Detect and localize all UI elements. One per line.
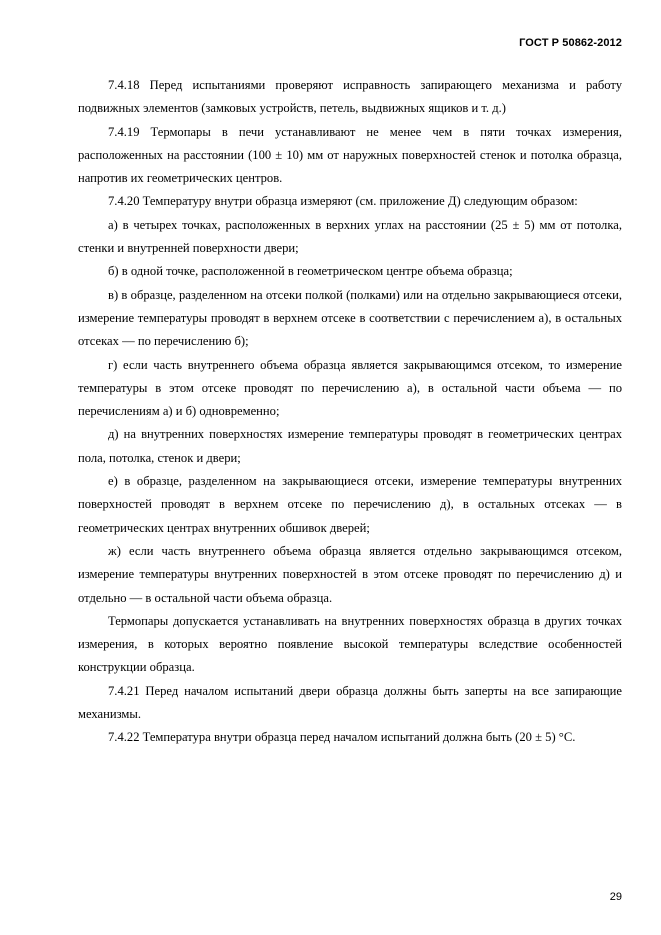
document-body (78, 74, 622, 750)
paragraph-7-4-18: 7.4.18 Перед испытаниями проверяют исправность запирающего механизма и работу подвижных элементов (замковых устройств, петель, выдвижных ящиков и т. д.) (78, 78, 622, 116)
document-header-code: ГОСТ Р 50862-2012 (519, 37, 622, 49)
list-item-b: б) в одной точке, расположенной в геометрическом центре объема образца; (108, 264, 513, 279)
list-item-zh: ж) если часть внутреннего объема образца является отдельно закрывающимся отсеком, измерение температуры внутренних поверхностей в этом отсеке проводят по перечислению д) и отдельно — в остальной части объема образца. (78, 543, 622, 605)
list-item-g: г) если часть внутреннего объема образца является закрывающимся отсеком, то измерение температуры в этом отсеке проводят по перечислению а), в остальной части объема — по перечислениям а) и б) одновременно; (78, 357, 622, 419)
page-number: 29 (609, 891, 622, 903)
list-item-e: е) в образце, разделенном на закрывающиеся отсеки, измерение температуры внутренних поверхностей проводят в верхнем отсеке по перечислению д), в остальных отсеках — в геометрических центрах внутренних обшивок дверей; (78, 474, 622, 535)
paragraph-7-4-20: 7.4.20 Температуру внутри образца измеряют (см. приложение Д) следующим образом: (108, 194, 578, 209)
paragraph-7-4-22: 7.4.22 Температура внутри образца перед началом испытаний должна быть (20 ± 5) °С. (108, 730, 576, 745)
list-item-d: д) на внутренних поверхностях измерение температуры проводят в геометрических центрах пола, потолка, стенок и двери; (78, 427, 622, 465)
paragraph-thermocouples-note: Термопары допускается устанавливать на внутренних поверхностях образца в других точках измерения, в которых вероятно появление высокой температуры вследствие особенностей конструкции образца. (78, 613, 622, 675)
list-item-v: в) в образце, разделенном на отсеки полкой (полками) или на отдельно закрывающиеся отсеки, измерение температуры проводят в верхнем отсеке в соответствии с перечислением а), в остальных отсеках — по перечислению б); (78, 287, 622, 349)
paragraph-7-4-19: 7.4.19 Термопары в печи устанавливают не менее чем в пяти точках измерения, расположенных на расстоянии (100 ± 10) мм от наружных поверхностей стенок и потолка образца, напротив их геометрических центров. (78, 124, 622, 186)
paragraph-7-4-21: 7.4.21 Перед началом испытаний двери образца должны быть заперты на все запирающие механизмы. (78, 683, 622, 722)
list-item-a: а) в четырех точках, расположенных в верхних углах на расстоянии (25 ± 5) мм от потолка, стенки и внутренней поверхности двери; (78, 217, 622, 256)
